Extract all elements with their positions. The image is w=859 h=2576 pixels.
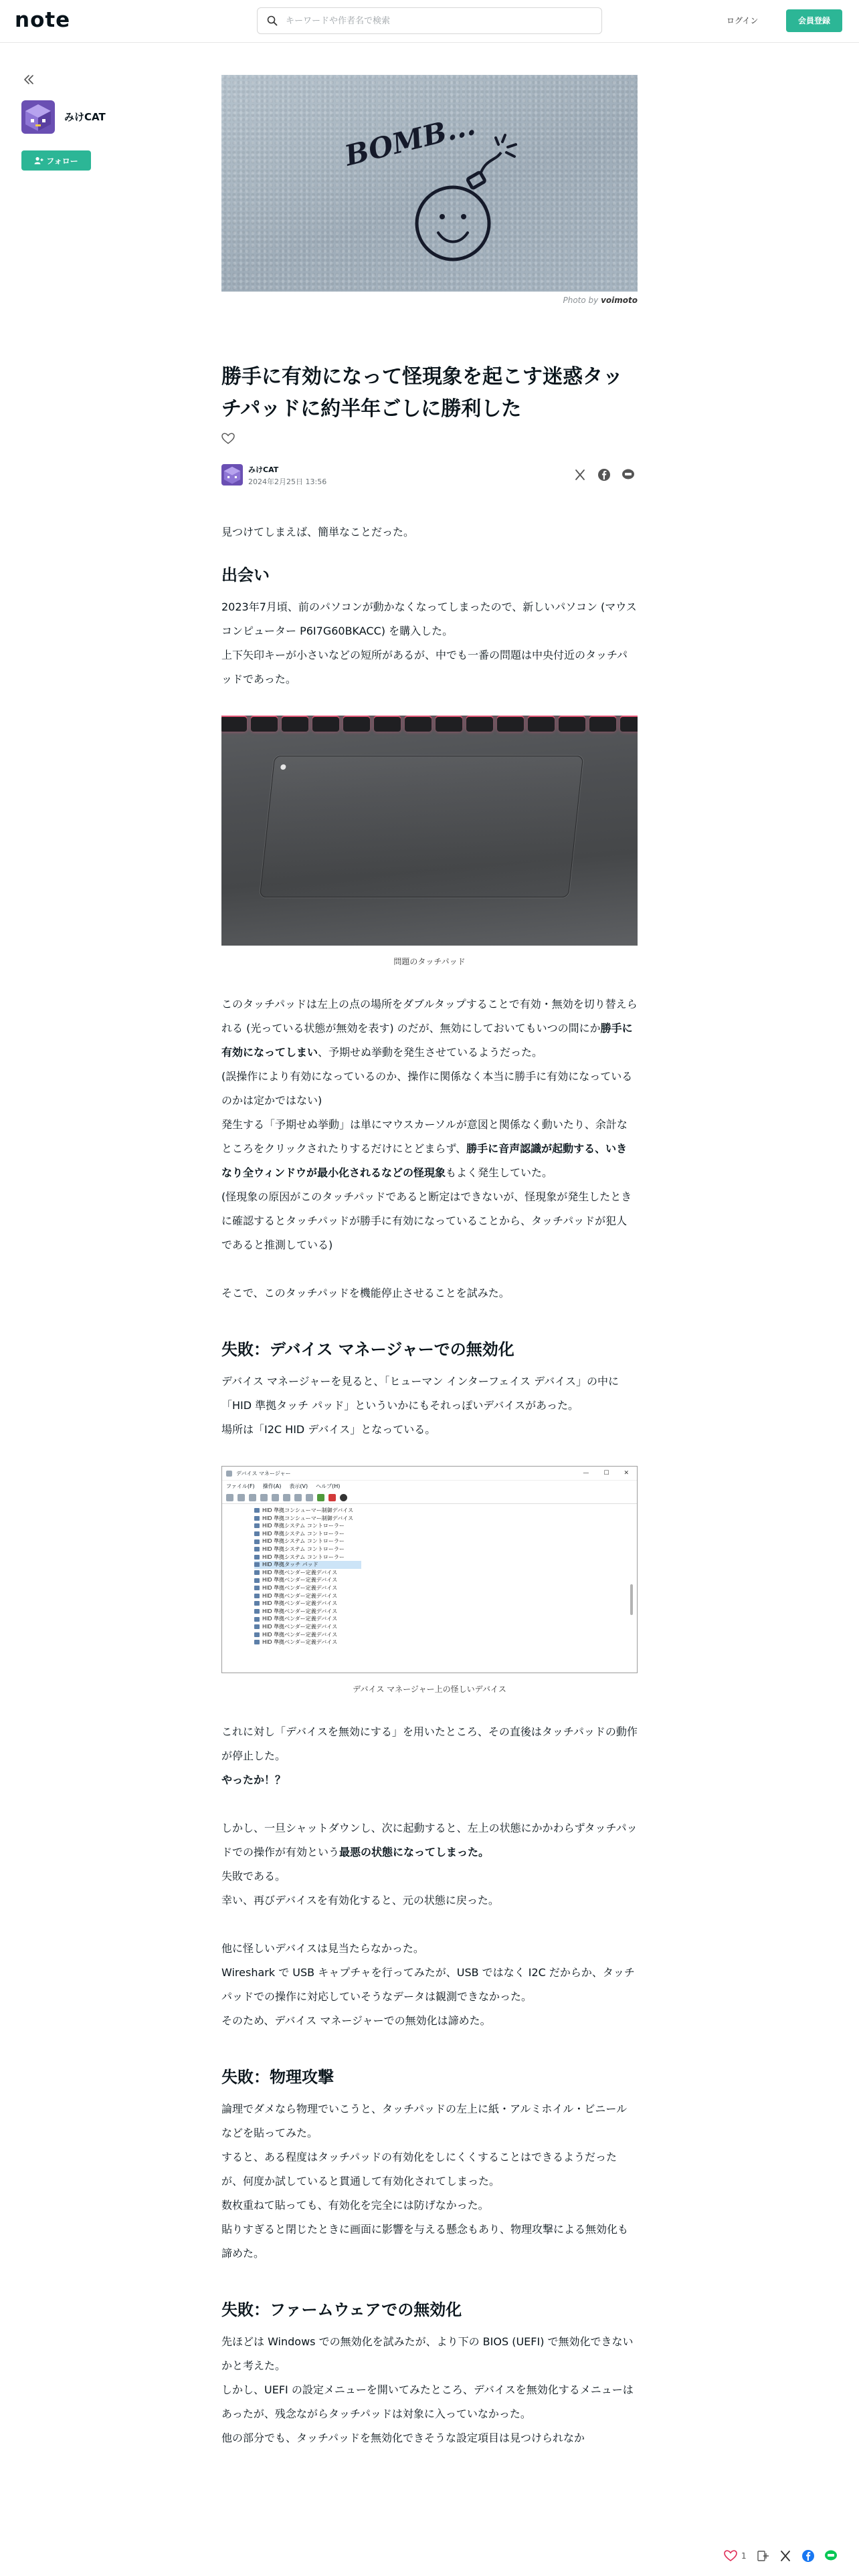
section-heading: 失敗：ファームウェアでの無効化 [221,2300,462,2319]
follow-label: フォロー [46,156,78,166]
site-header [0,0,859,43]
paragraph: しかし、一旦シャットダウンし、次に起動すると、左上の状態にかかわらずタッチパッドでの操作が有効という最悪の状態になってしまった。 [221,1822,638,1858]
paragraph: 上下矢印キーが小さいなどの短所があるが、中でも一番の問題は中央付近のタッチパッドであった。 [221,649,628,685]
dm-device-item[interactable] [254,1584,637,1592]
device-icon [254,1570,260,1575]
paragraph: そのため、デバイス マネージャーでの無効化は諦めた。 [221,2014,491,2027]
device-icon [254,1547,260,1551]
dm-device-label: HID 準拠コンシューマー制御デバイス [262,1507,354,1513]
paragraph: そこで、このタッチパッドを機能停止させることを試みた。 [221,1287,510,1299]
touchpad-led [280,764,286,770]
paragraph: (怪現象の原因がこのタッチパッドであると断定はできないが、怪現象が発生したときに確認するとタッチパッドが勝手に有効になっていることから、タッチパッドが犯人であると推測している) [221,1190,632,1251]
dm-device-item[interactable] [254,1530,637,1538]
dm-device-list [222,1504,637,1646]
device-icon [254,1539,260,1544]
dm-device-item[interactable] [254,1592,637,1600]
dm-toolbar [222,1491,637,1504]
device-icon [254,1640,260,1644]
signup-button[interactable]: 会員登録 [786,9,842,32]
photo-credit [221,296,638,305]
paragraph: 失敗である。 [221,1870,286,1883]
dm-device-item[interactable] [254,1561,361,1569]
dm-menu: ファイル(F) 操作(A) 表示(V) ヘルプ(H) [226,1483,341,1489]
dm-title: デバイス マネージャー [236,1470,291,1477]
dm-device-item[interactable] [254,1537,637,1545]
device-icon [254,1523,260,1528]
dm-device-label: HID 準拠ベンダー定義デバイス [262,1577,338,1584]
meta-author-name[interactable]: みけCAT [248,465,279,474]
dm-device-item[interactable] [254,1623,637,1631]
dm-device-label: HID 準拠ベンダー定義デバイス [262,1569,338,1576]
dm-device-item[interactable] [254,1553,637,1562]
section-heading: 出会い [221,566,270,584]
dm-device-label: HID 準拠タッチ パッド [262,1562,318,1568]
touchpad-surface [260,756,583,897]
paragraph: 他に怪しいデバイスは見当たらなかった。 [221,1942,424,1955]
device-icon [254,1516,260,1521]
line-share-icon[interactable] [622,468,635,481]
author-avatar-small[interactable] [221,464,243,486]
author-name[interactable]: みけCAT [64,111,106,123]
dm-device-item[interactable] [254,1631,637,1639]
device-icon [254,1609,260,1614]
follow-button[interactable] [21,150,91,171]
dm-device-label: HID 準拠システム コントローラー [262,1553,345,1560]
figure-device-manager [221,1466,638,1696]
dm-device-item[interactable] [254,1576,637,1584]
dm-device-item[interactable] [254,1507,637,1515]
paragraph: 他の部分でも、タッチパッドを無効化できそうな設定項目は見つけられなか [221,2432,585,2444]
paragraph: やったか！？ [221,1774,286,1786]
dm-device-item[interactable] [254,1615,637,1623]
dm-device-label: HID 準拠コンシューマー制御デバイス [262,1515,354,1521]
dm-device-item[interactable] [254,1600,637,1608]
paragraph: これに対し「デバイスを無効にする」を用いたところ、その直後はタッチパッドの動作が停止した。 [221,1725,638,1762]
search-icon [267,15,278,26]
device-icon [254,1617,260,1622]
device-icon [254,1594,260,1598]
dm-device-label: HID 準拠ベンダー定義デバイス [262,1623,338,1630]
device-icon [254,1562,260,1567]
dm-device-item[interactable] [254,1638,637,1646]
device-icon [254,1601,260,1606]
paragraph: 幸い、再びデバイスを有効化すると、元の状態に戻った。 [221,1894,499,1907]
dm-titlebar [222,1467,637,1481]
dm-device-label: HID 準拠ベンダー定義デバイス [262,1616,338,1622]
facebook-share-icon-floating[interactable] [801,2549,815,2563]
paragraph: このタッチパッドは左上の点の場所をダブルタップすることで有効・無効を切り替えられる (光っている状態が無効を表す) のだが、無効にしておいてもいつの間にか勝手に有効になってしまい、予期せぬ挙動を発生させているようだった。 [221,998,638,1059]
device-icon [254,1578,260,1583]
photo-credit-prefix: Photo by [563,296,601,305]
line-share-icon-floating[interactable] [824,2549,838,2563]
paragraph: 場所は「I2C HID デバイス」となっている。 [221,1423,436,1436]
paragraph: すると、ある程度はタッチパッドの有効化をしにくくすることはできるようだったが、何度か試していると貫通して有効化されてしまった。 [221,2151,617,2187]
paragraph: (誤操作により有効になっているのか、操作に関係なく本当に勝手に有効になっているのかは定かではない) [221,1070,633,1107]
dm-device-item[interactable] [254,1608,637,1616]
section-heading: 失敗：デバイス マネージャーでの無効化 [221,1340,514,1359]
floating-action-bar [717,2543,858,2569]
paragraph: 2023年7月頃、前のパソコンが動かなくなってしまったので、新しいパソコン (マウスコンピューター P6I7G60BKACC) を購入した。 [221,601,637,637]
article [221,75,638,2450]
paragraph: しかし、UEFI の設定メニューを開いてみたところ、デバイスを無効化するメニューはあったが、残念ながらタッチパッドは対象に入っていなかった。 [221,2383,634,2420]
article-body [221,520,638,2450]
dm-device-label: HID 準拠システム コントローラー [262,1538,345,1545]
dm-device-label: HID 準拠システム コントローラー [262,1523,345,1529]
intro-paragraph: 見つけてしまえば、簡単なことだった。 [221,526,415,538]
device-manager-screenshot [221,1466,638,1673]
share-icons [573,468,635,481]
facebook-share-icon[interactable] [597,468,611,481]
paragraph: 先ほどは Windows での無効化を試みたが、より下の BIOS (UEFI) で無効化できないかと考えた。 [221,2335,634,2372]
dm-window-buttons: — ☐ ✕ [583,1470,629,1477]
photo-credit-author[interactable]: voimoto [601,296,638,305]
paragraph: 発生する「予期せぬ挙動」は単にマウスカーソルが意図と関係なく動いたり、余計なところをクリックされたりするだけにとどまらず、勝手に音声認識が起動する、いきなり全ウィンドウが最小化されるなどの怪現象もよく発生していた。 [221,1118,628,1179]
author-avatar[interactable] [21,100,55,134]
magazine-add-icon[interactable] [756,2549,769,2563]
dm-device-label: HID 準拠システム コントローラー [262,1530,345,1537]
like-count: 1 [741,2551,747,2561]
touchpad-photo [221,716,638,946]
section-heading: 失敗：物理攻撃 [221,2068,334,2086]
bomb-drawing [221,75,638,292]
figure-caption: 問題のタッチパッド [393,957,466,966]
paragraph: Wireshark で USB キャプチャを行ってみたが、USB ではなく I2C だからか、タッチパッドでの操作に対応していそうなデータは観測できなかった。 [221,1966,635,2003]
add-user-icon [34,156,43,165]
dm-device-item[interactable] [254,1522,637,1530]
login-button[interactable]: ログイン [727,16,759,25]
dm-device-label: HID 準拠ベンダー定義デバイス [262,1600,338,1607]
article-title: 勝手に有効になって怪現象を起こす迷惑タッチパッドに約半年ごしに勝利した [221,365,623,421]
figure-caption: デバイス マネージャー上の怪しいデバイス [353,1685,506,1694]
article-meta [221,461,638,488]
device-icon [254,1632,260,1637]
paragraph: 貼りすぎると閉じたときに画面に影響を与える懸念もあり、物理攻撃による無効化も諦めた。 [221,2223,629,2260]
search-input[interactable] [284,15,581,27]
hero-drawn-text: BOMB... [341,108,479,173]
dm-device-label: HID 準拠ベンダー定義デバイス [262,1639,338,1646]
device-icon [254,1586,260,1590]
dm-device-item[interactable] [254,1569,637,1577]
dm-device-item[interactable] [254,1545,637,1553]
dm-device-label: HID 準拠システム コントローラー [262,1545,345,1552]
device-icon [254,1531,260,1536]
note-logo[interactable]: note [15,8,71,32]
collapse-sidebar-icon[interactable] [21,72,36,87]
dm-device-item[interactable] [254,1515,637,1523]
publish-date: 2024年2月25日 13:56 [248,477,327,486]
figure-touchpad [221,716,638,968]
device-icon [254,1508,260,1513]
paragraph: 数枚重ねて貼っても、有効化を完全には防げなかった。 [221,2199,489,2212]
dm-device-label: HID 準拠ベンダー定義デバイス [262,1584,338,1591]
device-icon [254,1624,260,1629]
dm-device-label: HID 準拠ベンダー定義デバイス [262,1608,338,1614]
device-icon [254,1555,260,1560]
keyboard-keys [221,716,638,736]
heart-icon[interactable] [221,432,235,445]
x-share-icon-floating[interactable] [779,2549,792,2563]
dm-device-label: HID 準拠ベンダー定義デバイス [262,1631,338,1638]
like-heart-icon[interactable] [724,2549,737,2563]
paragraph: 論理でダメなら物理でいこうと、タッチパッドの左上に紙・アルミホイル・ビニールなどを貼ってみた。 [221,2103,628,2139]
paragraph: デバイス マネージャーを見ると、「ヒューマン インターフェイス デバイス」の中に「HID 準拠タッチ パッド」といういかにもそれっぽいデバイスがあった。 [221,1375,619,1412]
hero-image [221,75,638,292]
dm-device-label: HID 準拠ベンダー定義デバイス [262,1592,338,1599]
search-box[interactable] [257,7,602,34]
x-share-icon[interactable] [573,468,587,481]
dm-scrollbar [630,1584,633,1615]
